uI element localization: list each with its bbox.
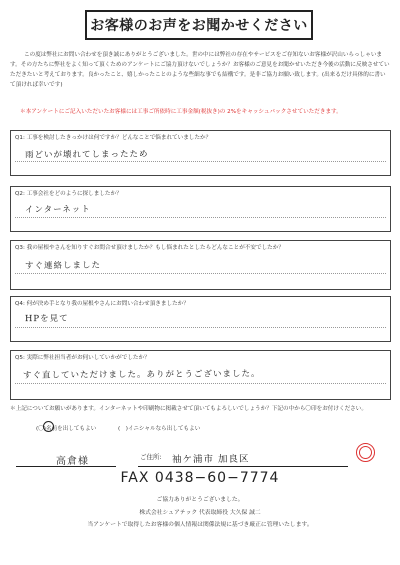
address-label: ご住所: — [140, 453, 162, 461]
question-box-q3 — [10, 240, 391, 290]
answer-q2[interactable]: インターネット — [24, 204, 91, 216]
answer-line — [15, 327, 386, 328]
question-box-q5 — [10, 350, 391, 400]
privacy-notice: 当アンケートで取得したお客様の個人情報は関係法規に基づき厳正に管理いたします。 — [87, 522, 313, 528]
answer-q4[interactable]: HPを見て — [24, 313, 69, 325]
hanko-stamp — [356, 443, 375, 462]
name-underline — [16, 466, 116, 467]
consent-option-initial[interactable]: ( )イニシャルなら出してもよい — [118, 426, 201, 432]
customer-address[interactable]: 袖ケ浦市 加良区 — [171, 453, 250, 466]
question-box-q1 — [10, 130, 391, 176]
question-box-q4 — [10, 296, 391, 342]
question-label-q1: Q1: 工事を検討したきっかけは何ですか？どんなことで悩まれていましたか？ — [15, 135, 212, 141]
question-label-q3: Q3: 我の屋根やさんを知りすぐお問合せ頂けましたか？もし悩まれたとしたらどんなことが不安でしたか？ — [15, 245, 284, 251]
address-underline — [138, 466, 348, 467]
answer-q1[interactable]: 雨どいが壊れてしまったため — [24, 149, 149, 161]
question-label-q4: Q4: 何が決め手となり我の屋根やさんにお問い合わせ頂きましたか？ — [15, 301, 189, 307]
answer-line — [15, 383, 386, 384]
intro-text: この度は弊社にお問い合わせを頂き誠にありがとうございました。世の中には弊社の存在やサービスをご存知ないお客様が沢山いらっしゃいます。その方たちに弊社をよく知って頂くためのアンケートにご協力頂けないでしょうか？お客様のご意見をお聞かせいただき今後の活動に反映させていただきたいと考えております。良かったこと、嬉しかったことのような些細な事でも結構です。是非ご協力お願い致します。(出来るだけ具体的に書いて頂ければ幸いです) — [10, 52, 390, 88]
question-label-q2: Q2: 工事会社をどのように探しましたか？ — [15, 191, 122, 197]
consent-option-name[interactable]: (〇)名前を出してもよい — [36, 426, 97, 432]
fax-number: FAX 0438−60−7774 — [120, 470, 280, 486]
page-title: お客様のお声をお聞かせください — [85, 10, 313, 40]
answer-line — [15, 273, 386, 274]
answer-line — [15, 161, 386, 162]
answer-q5[interactable]: すぐ直していただけました。ありがとうございました。 — [22, 369, 261, 381]
thanks-text: ご協力ありがとうございました。 — [156, 497, 244, 503]
company-name: 株式会社シュアテック 代表取締役 大久保 誠二 — [139, 510, 261, 516]
answer-line — [15, 217, 386, 218]
question-box-q2 — [10, 186, 391, 232]
answer-q3[interactable]: すぐ連絡しました — [24, 260, 102, 272]
publication-consent-note: ＊上記についてお願いがあります。インターネットや印刷物に掲載させて頂いてもよろしいでしょうか？下記の中から〇印をお付けください。 — [10, 406, 367, 412]
customer-name[interactable]: 高倉様 — [55, 455, 90, 468]
cashback-notice: ＊本アンケートにご記入いただいたお客様には工事ご所依時に工事金額(税抜き)の 2%をキャッシュバックさせていただきます。 — [20, 109, 342, 115]
question-label-q5: Q5: 実際に弊社担当者がお伺いしていかがでしたか？ — [15, 355, 150, 361]
